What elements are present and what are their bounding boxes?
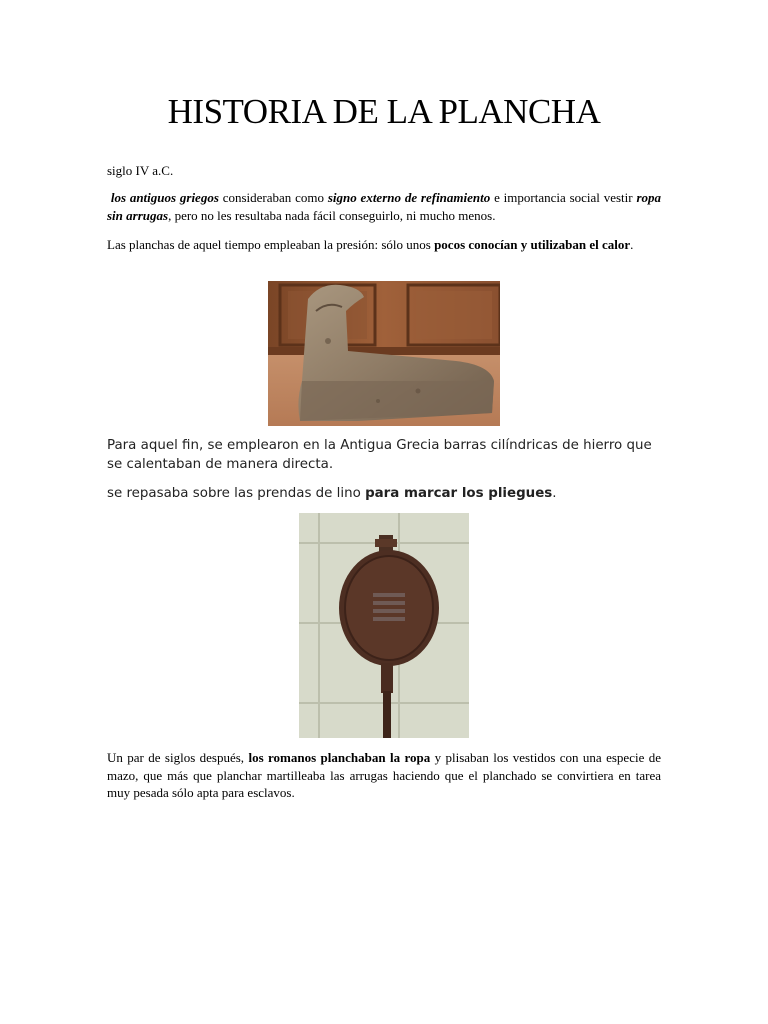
stone-iron-photo [268,281,500,426]
paragraph-pressure [107,236,661,254]
text-run: e importancia social vestir [490,190,637,205]
paragraph-greeks [107,189,661,224]
round-iron-photo [299,513,469,738]
text-run: , pero no les resultaba nada fácil conseguirlo, ni mucho menos. [168,207,496,223]
paragraph-linen [107,484,667,503]
bold-text: ropa sin arrugas [107,190,661,223]
text-run: . [630,237,634,252]
text-run: Un par de siglos después, [107,750,249,765]
text-run: y plisaban los vestidos con una especie de mazo, que más que planchar martilleaba las arrugas haciendo que el planchado se convirtiera en tarea muy pesada sólo apta para esclavos. [107,750,661,800]
text-run: se repasaba sobre las prendas de lino [107,486,366,501]
bold-text: signo externo de refinamiento [327,190,491,205]
text-run: . [552,486,557,501]
paragraph-cylindrical-bars: Para aquel fin, se emplearon en la Antigua Grecia barras cilíndricas de hierro que se calentaban de manera directa. [107,438,652,472]
paragraph-romans [107,749,661,802]
bold-text: los antiguos griegos [110,190,219,205]
date-line: siglo IV a.C. [107,163,174,178]
page-title: HISTORIA DE LA PLANCHA [167,92,601,131]
text-run: Las planchas de aquel tiempo empleaban la presión: sólo unos [107,237,435,252]
bold-text: los romanos planchaban la ropa [248,750,431,765]
text-run: consideraban como [218,190,328,205]
bold-text: pocos conocían y utilizaban el calor [434,237,631,252]
bold-text: para marcar los pliegues [365,486,553,501]
